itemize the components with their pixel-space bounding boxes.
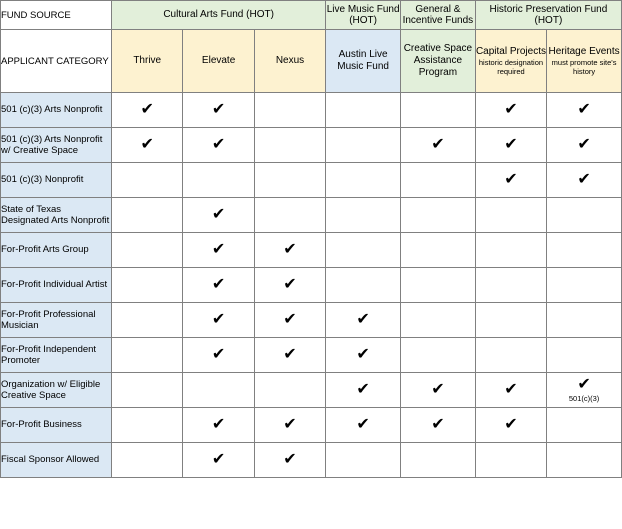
applicant-category-cell: For-Profit Independent Promoter xyxy=(1,338,112,373)
eligibility-check-cell xyxy=(183,408,254,443)
eligibility-check-cell xyxy=(547,128,622,163)
eligibility-check-cell xyxy=(475,373,546,408)
eligibility-empty-cell xyxy=(401,443,476,478)
program-capital-projects-name: Capital Projects xyxy=(475,45,546,57)
eligibility-empty-cell xyxy=(254,198,325,233)
eligibility-check-cell xyxy=(183,443,254,478)
check-icon: ✔ xyxy=(283,414,297,433)
eligibility-check-cell xyxy=(112,128,183,163)
eligibility-empty-cell xyxy=(254,128,325,163)
eligibility-empty-cell xyxy=(547,408,622,443)
check-icon: ✔ xyxy=(577,134,591,153)
eligibility-check-cell xyxy=(401,373,476,408)
eligibility-empty-cell xyxy=(326,443,401,478)
eligibility-check-cell xyxy=(326,408,401,443)
table-row xyxy=(1,303,622,338)
check-icon: ✔ xyxy=(283,274,297,293)
applicant-category-cell: State of Texas Designated Arts Nonprofit xyxy=(1,198,112,233)
fund-group-live-music: Live Music Fund (HOT) xyxy=(326,1,401,30)
program-heritage-events xyxy=(547,30,622,93)
program-thrive xyxy=(112,30,183,93)
eligibility-check-cell xyxy=(475,163,546,198)
eligibility-empty-cell xyxy=(475,338,546,373)
check-icon: ✔ xyxy=(504,99,518,118)
program-nexus xyxy=(254,30,325,93)
check-icon: ✔ xyxy=(283,239,297,258)
eligibility-check-cell xyxy=(475,408,546,443)
program-creative-space-assistance xyxy=(401,30,476,93)
fund-group-general-incentive: General & Incentive Funds xyxy=(401,1,476,30)
check-icon: ✔ xyxy=(504,169,518,188)
program-austin-live-music-fund-name: Austin Live Music Fund xyxy=(337,49,389,72)
check-icon: ✔ xyxy=(283,309,297,328)
eligibility-empty-cell xyxy=(326,268,401,303)
eligibility-empty-cell xyxy=(475,268,546,303)
table-row xyxy=(1,198,622,233)
eligibility-empty-cell xyxy=(112,408,183,443)
check-icon: ✔ xyxy=(140,99,154,118)
check-icon: ✔ xyxy=(504,379,518,398)
table-row xyxy=(1,163,622,198)
check-icon: ✔ xyxy=(356,309,370,328)
program-elevate-name: Elevate xyxy=(201,55,236,66)
eligibility-check-cell xyxy=(254,233,325,268)
table-header xyxy=(1,1,622,93)
eligibility-empty-cell xyxy=(401,198,476,233)
check-icon: ✔ xyxy=(504,414,518,433)
eligibility-empty-cell xyxy=(326,163,401,198)
table-row xyxy=(1,268,622,303)
eligibility-empty-cell xyxy=(112,338,183,373)
eligibility-empty-cell xyxy=(112,233,183,268)
eligibility-empty-cell xyxy=(475,198,546,233)
fund-group-historic-preservation: Historic Preservation Fund (HOT) xyxy=(475,1,621,30)
eligibility-empty-cell xyxy=(401,93,476,128)
eligibility-empty-cell xyxy=(112,373,183,408)
eligibility-empty-cell xyxy=(112,303,183,338)
eligibility-empty-cell xyxy=(401,268,476,303)
check-icon: ✔ xyxy=(356,344,370,363)
table-row xyxy=(1,93,622,128)
check-icon: ✔ xyxy=(211,344,226,363)
eligibility-check-cell xyxy=(183,198,254,233)
eligibility-empty-cell xyxy=(475,233,546,268)
eligibility-empty-cell xyxy=(475,303,546,338)
eligibility-check-cell xyxy=(547,93,622,128)
program-capital-projects-note: historic designation required xyxy=(478,57,544,76)
program-nexus-name: Nexus xyxy=(275,55,305,66)
eligibility-check-cell xyxy=(401,128,476,163)
eligibility-empty-cell xyxy=(547,303,622,338)
eligibility-check-cell xyxy=(183,268,254,303)
eligibility-empty-cell xyxy=(254,163,325,198)
check-icon: ✔ xyxy=(431,379,445,398)
check-icon: ✔ xyxy=(211,99,226,118)
table-row xyxy=(1,233,622,268)
eligibility-empty-cell xyxy=(326,233,401,268)
eligibility-empty-cell xyxy=(112,198,183,233)
eligibility-empty-cell xyxy=(112,268,183,303)
eligibility-check-cell xyxy=(254,268,325,303)
eligibility-empty-cell xyxy=(401,303,476,338)
check-icon: ✔ xyxy=(431,134,445,153)
eligibility-empty-cell xyxy=(183,373,254,408)
check-icon: ✔ xyxy=(211,274,226,293)
eligibility-cell-note: 501(c)(3) xyxy=(568,394,600,404)
eligibility-empty-cell xyxy=(326,198,401,233)
fund-source-header-row xyxy=(1,1,622,30)
program-heritage-events-note: must promote site's history xyxy=(551,57,617,76)
fund-group-cultural-arts: Cultural Arts Fund (HOT) xyxy=(112,1,326,30)
eligibility-empty-cell xyxy=(401,233,476,268)
eligibility-check-cell xyxy=(326,303,401,338)
eligibility-empty-cell xyxy=(547,233,622,268)
eligibility-empty-cell xyxy=(112,443,183,478)
eligibility-check-cell xyxy=(401,408,476,443)
eligibility-empty-cell xyxy=(112,163,183,198)
check-icon: ✔ xyxy=(356,414,370,433)
eligibility-empty-cell xyxy=(547,338,622,373)
applicant-category-label: APPLICANT CATEGORY xyxy=(1,30,112,93)
eligibility-empty-cell xyxy=(547,268,622,303)
check-icon: ✔ xyxy=(211,134,226,153)
program-header-row xyxy=(1,30,622,93)
applicant-category-cell: Organization w/ Eligible Creative Space xyxy=(1,373,112,408)
eligibility-empty-cell xyxy=(326,128,401,163)
eligibility-check-cell xyxy=(475,93,546,128)
eligibility-check-cell xyxy=(183,233,254,268)
eligibility-empty-cell xyxy=(254,93,325,128)
eligibility-check-cell xyxy=(183,128,254,163)
table-body xyxy=(1,93,622,478)
table-row xyxy=(1,408,622,443)
program-heritage-events-name: Heritage Events xyxy=(548,45,620,57)
applicant-category-cell: 501 (c)(3) Arts Nonprofit xyxy=(1,93,112,128)
table-row xyxy=(1,338,622,373)
eligibility-check-cell xyxy=(112,93,183,128)
applicant-category-cell: 501 (c)(3) Arts Nonprofit w/ Creative Space xyxy=(1,128,112,163)
check-icon: ✔ xyxy=(431,414,445,433)
eligibility-empty-cell xyxy=(326,93,401,128)
eligibility-check-cell xyxy=(475,128,546,163)
eligibility-check-cell xyxy=(183,338,254,373)
eligibility-check-cell xyxy=(254,408,325,443)
check-icon: ✔ xyxy=(211,449,226,468)
table-row xyxy=(1,128,622,163)
check-icon: ✔ xyxy=(211,239,226,258)
table-row xyxy=(1,443,622,478)
program-creative-space-assistance-name: Creative Space Assistance Program xyxy=(403,43,473,78)
applicant-category-cell: For-Profit Professional Musician xyxy=(1,303,112,338)
check-icon: ✔ xyxy=(211,204,226,223)
check-icon: ✔ xyxy=(283,344,297,363)
applicant-category-cell: 501 (c)(3) Nonprofit xyxy=(1,163,112,198)
eligibility-empty-cell xyxy=(475,443,546,478)
applicant-category-cell: For-Profit Arts Group xyxy=(1,233,112,268)
eligibility-empty-cell xyxy=(401,338,476,373)
check-icon: ✔ xyxy=(577,99,591,118)
program-capital-projects xyxy=(475,30,546,93)
table-row xyxy=(1,373,622,408)
program-austin-live-music-fund xyxy=(326,30,401,93)
applicant-category-cell: Fiscal Sponsor Allowed xyxy=(1,443,112,478)
check-icon: ✔ xyxy=(577,169,591,188)
eligibility-check-cell xyxy=(183,93,254,128)
eligibility-check-cell xyxy=(183,303,254,338)
eligibility-check-cell xyxy=(547,373,622,408)
program-elevate xyxy=(183,30,254,93)
eligibility-check-cell xyxy=(254,338,325,373)
applicant-category-cell: For-Profit Individual Artist xyxy=(1,268,112,303)
program-thrive-name: Thrive xyxy=(133,55,162,66)
eligibility-check-cell xyxy=(547,163,622,198)
check-icon: ✔ xyxy=(577,374,591,394)
eligibility-check-cell xyxy=(254,303,325,338)
eligibility-empty-cell xyxy=(547,198,622,233)
eligibility-check-cell xyxy=(326,338,401,373)
check-icon: ✔ xyxy=(211,309,226,328)
eligibility-empty-cell xyxy=(254,373,325,408)
eligibility-check-cell xyxy=(326,373,401,408)
check-icon: ✔ xyxy=(283,449,297,468)
check-icon: ✔ xyxy=(356,379,370,398)
fund-source-label: FUND SOURCE xyxy=(1,1,112,30)
eligibility-empty-cell xyxy=(183,163,254,198)
eligibility-empty-cell xyxy=(547,443,622,478)
check-icon: ✔ xyxy=(504,134,518,153)
check-icon: ✔ xyxy=(211,414,226,433)
check-icon: ✔ xyxy=(140,134,154,153)
eligibility-empty-cell xyxy=(401,163,476,198)
eligibility-check-cell xyxy=(254,443,325,478)
applicant-category-cell: For-Profit Business xyxy=(1,408,112,443)
